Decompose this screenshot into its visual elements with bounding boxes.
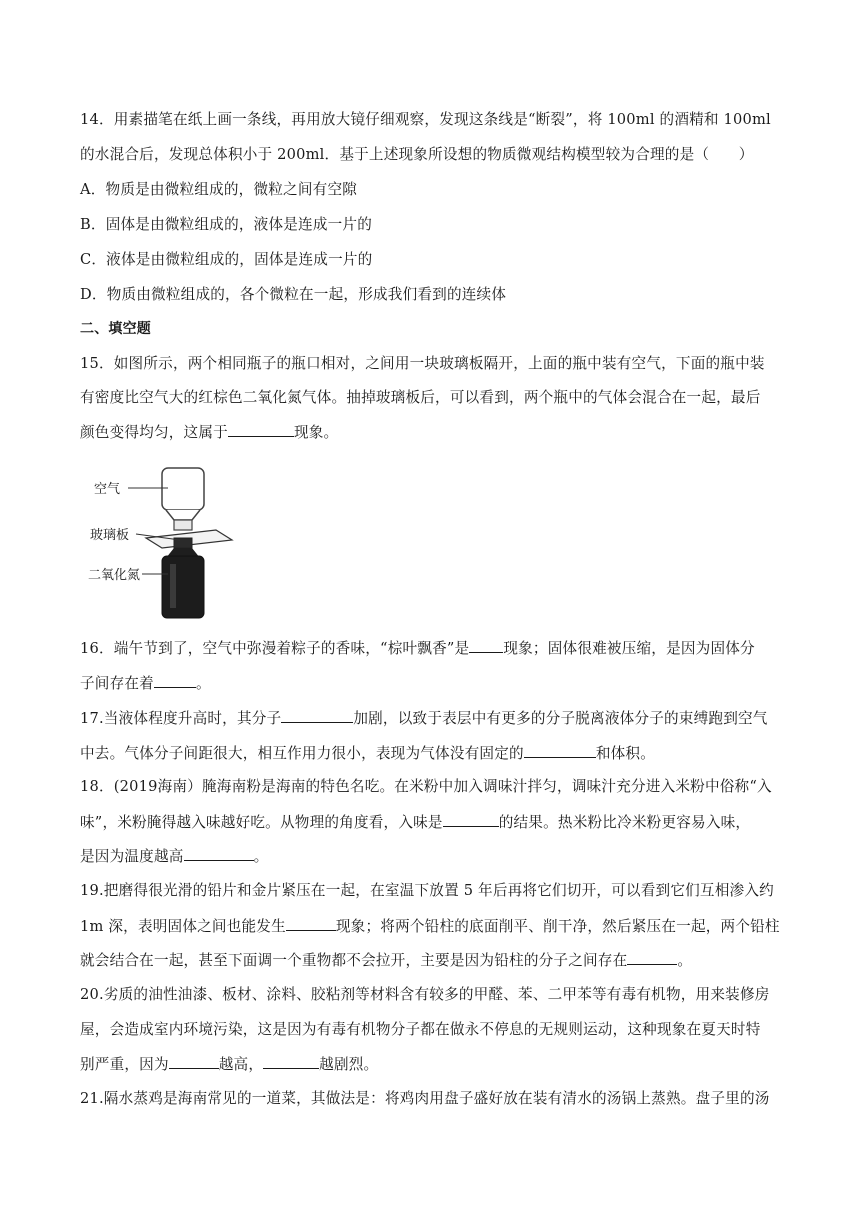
- q15-line-2: 有密度比空气大的红棕色二氧化氮气体。抽掉玻璃板后，可以看到，两个瓶中的气体会混合在一起，最后: [80, 389, 761, 406]
- q18-line-3: [80, 846, 784, 867]
- label-air: 空气: [94, 482, 121, 497]
- q17-text-c: 中去。气体分子间距很大，相互作用力很小，表现为气体没有固定的: [80, 745, 524, 762]
- answer-blank: [286, 916, 336, 931]
- answer-blank: [524, 743, 596, 758]
- q14-option-c: C．液体是由微粒组成的，固体是连成一片的: [80, 251, 373, 268]
- q16-line-1: [80, 638, 784, 659]
- label-glass-plate: 玻璃板: [90, 528, 130, 543]
- q20-text-c: 越剧烈。: [319, 1056, 379, 1073]
- q16-text-a: 16．端午节到了，空气中弥漫着粽子的香味，“棕叶飘香”是: [80, 640, 470, 657]
- answer-blank: [627, 950, 677, 965]
- q18-line-1: 18．(2019海南）腌海南粉是海南的特色名吃。在米粉中加入调味汁拌匀，调味汁充分进入米粉中俗称“入: [80, 778, 772, 795]
- q19-line-1: 19.把磨得很光滑的铅片和金片紧压在一起，在室温下放置 5 年后再将它们切开，可以看到它们互相渗入约: [80, 882, 774, 899]
- q14-line-2: 的水混合后，发现总体积小于 200ml．基于上述现象所设想的物质微观结构模型较为合理的是（ ）: [80, 146, 754, 163]
- q15-text-after-blank: 现象。: [293, 424, 339, 441]
- q15-text-before-blank: 颜色变得均匀，这属于: [80, 424, 228, 441]
- q18-text-b: 的结果。热米粉比冷米粉更容易入味，: [498, 814, 751, 831]
- q20-text-b: 越高，: [218, 1056, 264, 1073]
- q18-text-d: 。: [253, 848, 269, 865]
- q19-line-3: [80, 950, 784, 971]
- q16-line-2: [80, 673, 784, 694]
- answer-blank: [469, 638, 503, 653]
- q17-line-1: [80, 708, 784, 729]
- q18-text-a: 味”，米粉腌得越入味越好吃。从物理的角度看，入味是: [80, 814, 443, 831]
- q18-line-2: [80, 812, 784, 833]
- answer-blank: [169, 1054, 219, 1069]
- q17-line-2: [80, 743, 784, 764]
- q17-text-d: 和体积。: [595, 745, 656, 762]
- answer-blank: [281, 708, 353, 723]
- q16-text-b: 现象；固体很难被压缩，是因为固体分: [503, 640, 755, 657]
- q16-text-d: 。: [195, 675, 211, 692]
- q20-line-1: 20.劣质的油性油漆、板材、涂料、胶粘剂等材料含有较多的甲醛、苯、二甲苯等有毒有机物，用来装修房: [80, 986, 770, 1003]
- q15-line-3: [80, 422, 784, 443]
- answer-blank: [154, 673, 196, 688]
- answer-blank: [228, 422, 294, 437]
- q14-option-b: B．固体是由微粒组成的，液体是连成一片的: [80, 216, 373, 233]
- q19-text-c: 就会结合在一起，甚至下面调一个重物都不会拉开，主要是因为铅柱的分子之间存在: [80, 952, 628, 969]
- q19-text-a: 1m 深，表明固体之间也能发生: [80, 918, 286, 935]
- q19-text-b: 现象；将两个铅柱的底面削平、削干净，然后紧压在一起，两个铅柱: [335, 918, 780, 935]
- q17-text-b: 加剧，以致于表层中有更多的分子脱离液体分子的束缚跑到空气: [353, 710, 768, 727]
- q14-option-a: A．物质是由微粒组成的，微粒之间有空隙: [80, 181, 358, 198]
- q20-text-a: 别严重，因为: [80, 1056, 169, 1073]
- q14-option-d: D．物质由微粒组成的，各个微粒在一起，形成我们看到的连续体: [80, 286, 507, 303]
- section-title: 二、填空题: [80, 321, 151, 337]
- label-no2: 二氧化氮: [88, 568, 141, 583]
- bottles-diagram: [84, 466, 254, 622]
- answer-blank: [184, 846, 254, 861]
- q20-line-3: [80, 1054, 784, 1075]
- q19-text-d: 。: [677, 952, 693, 969]
- q17-text-a: 17.当液体程度升高时，其分子: [80, 710, 282, 727]
- answer-blank: [443, 812, 499, 827]
- answer-blank: [263, 1054, 319, 1069]
- q15-line-1: 15．如图所示，两个相同瓶子的瓶口相对，之间用一块玻璃板隔开，上面的瓶中装有空气，下面的瓶中装: [80, 355, 765, 372]
- q20-line-2: 屋，会造成室内环境污染，这是因为有毒有机物分子都在做永不停息的无规则运动，这种现象在夏天时特: [80, 1021, 761, 1038]
- q16-text-c: 子间存在着: [80, 675, 154, 692]
- q18-text-c: 是因为温度越高: [80, 848, 184, 865]
- q21-line-1: 21.隔水蒸鸡是海南常见的一道菜，其做法是：将鸡肉用盘子盛好放在装有清水的汤锅上蒸熟。盘子里的汤: [80, 1090, 770, 1107]
- q14-line-1: 14．用素描笔在纸上画一条线，再用放大镜仔细观察，发现这条线是“断裂”，将 100ml 的酒精和 100ml: [80, 111, 771, 128]
- q19-line-2: [80, 916, 784, 937]
